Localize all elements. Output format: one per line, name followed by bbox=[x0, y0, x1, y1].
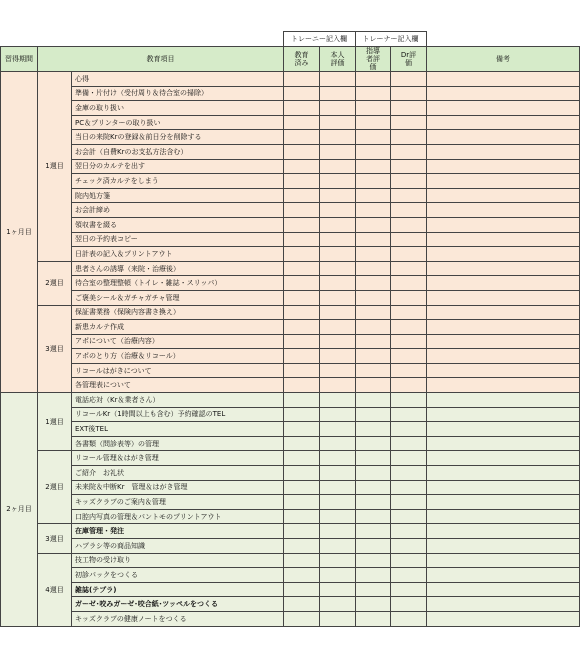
trainer-entry-group: トレーナー記入欄 bbox=[355, 32, 426, 47]
table-row bbox=[1, 524, 580, 539]
table-row bbox=[1, 363, 580, 378]
instructor-eval-cell[interactable] bbox=[356, 144, 391, 159]
remarks-cell[interactable] bbox=[427, 422, 580, 437]
header-spacer bbox=[0, 32, 283, 47]
dr-eval-cell[interactable] bbox=[391, 334, 427, 349]
col-header-dr-eval bbox=[391, 47, 427, 72]
self-eval-cell[interactable] bbox=[320, 524, 356, 539]
remarks-cell[interactable] bbox=[427, 363, 580, 378]
table-row bbox=[1, 101, 580, 116]
remarks-cell[interactable] bbox=[427, 597, 580, 612]
education-item: チェック済カルテをしまう bbox=[72, 174, 284, 189]
education-item: 準備・片付け（受付周り＆待合室の掃除） bbox=[72, 86, 284, 101]
col-header-period: 習得期間 bbox=[1, 47, 38, 72]
table-row bbox=[1, 407, 580, 422]
education-item: 保証書業務（保険内容書き換え） bbox=[72, 305, 284, 320]
edu-done-cell[interactable] bbox=[284, 466, 320, 481]
education-item: 患者さんの誘導（来院・治療後） bbox=[72, 261, 284, 276]
remarks-cell[interactable] bbox=[427, 203, 580, 218]
remarks-cell[interactable] bbox=[427, 524, 580, 539]
table-row bbox=[1, 86, 580, 101]
remarks-cell[interactable] bbox=[427, 349, 580, 364]
table-row bbox=[1, 597, 580, 612]
self-eval-cell[interactable] bbox=[320, 217, 356, 232]
remarks-cell[interactable] bbox=[427, 320, 580, 335]
education-item: 日計表の記入＆プリントアウト bbox=[72, 247, 284, 262]
remarks-cell[interactable] bbox=[427, 553, 580, 568]
week-cell: 2週目 bbox=[38, 261, 72, 305]
col-header-edu-done bbox=[284, 47, 320, 72]
week-cell: 3週目 bbox=[38, 305, 72, 393]
dr-eval-cell[interactable] bbox=[391, 422, 427, 437]
edu-done-cell[interactable] bbox=[284, 290, 320, 305]
education-item: リコールKr（1時間以上も含む）予約確認のTEL bbox=[72, 407, 284, 422]
instructor-eval-cell[interactable] bbox=[356, 305, 391, 320]
edu-done-cell[interactable] bbox=[284, 451, 320, 466]
education-item: お会計（自費Krのお支払方法含む） bbox=[72, 144, 284, 159]
dr-eval-cell[interactable] bbox=[391, 144, 427, 159]
education-item: 心得 bbox=[72, 72, 284, 87]
dr-eval-cell[interactable] bbox=[391, 378, 427, 393]
instructor-eval-cell[interactable] bbox=[356, 86, 391, 101]
remarks-cell[interactable] bbox=[427, 86, 580, 101]
table-row bbox=[1, 495, 580, 510]
instructor-eval-cell[interactable] bbox=[356, 436, 391, 451]
table-row bbox=[1, 334, 580, 349]
table-row bbox=[1, 188, 580, 203]
edu-done-cell[interactable] bbox=[284, 539, 320, 554]
instructor-eval-cell[interactable] bbox=[356, 597, 391, 612]
edu-done-cell[interactable] bbox=[284, 188, 320, 203]
instructor-eval-cell[interactable] bbox=[356, 422, 391, 437]
remarks-cell[interactable] bbox=[427, 188, 580, 203]
instructor-eval-cell[interactable] bbox=[356, 130, 391, 145]
instructor-eval-cell[interactable] bbox=[356, 232, 391, 247]
education-item: リコールはがきについて bbox=[72, 363, 284, 378]
col-header-edu-done-text: 教育済み bbox=[294, 51, 309, 67]
remarks-cell[interactable] bbox=[427, 509, 580, 524]
self-eval-cell[interactable] bbox=[320, 539, 356, 554]
self-eval-cell[interactable] bbox=[320, 436, 356, 451]
dr-eval-cell[interactable] bbox=[391, 436, 427, 451]
instructor-eval-cell[interactable] bbox=[356, 101, 391, 116]
self-eval-cell[interactable] bbox=[320, 290, 356, 305]
dr-eval-cell[interactable] bbox=[391, 393, 427, 408]
self-eval-cell[interactable] bbox=[320, 247, 356, 262]
remarks-cell[interactable] bbox=[427, 261, 580, 276]
table-row bbox=[1, 203, 580, 218]
self-eval-cell[interactable] bbox=[320, 495, 356, 510]
instructor-eval-cell[interactable] bbox=[356, 188, 391, 203]
self-eval-cell[interactable] bbox=[320, 349, 356, 364]
self-eval-cell[interactable] bbox=[320, 320, 356, 335]
instructor-eval-cell[interactable] bbox=[356, 539, 391, 554]
self-eval-cell[interactable] bbox=[320, 480, 356, 495]
instructor-eval-cell[interactable] bbox=[356, 334, 391, 349]
dr-eval-cell[interactable] bbox=[391, 363, 427, 378]
self-eval-cell[interactable] bbox=[320, 115, 356, 130]
remarks-cell[interactable] bbox=[427, 130, 580, 145]
education-item: 金庫の取り扱い bbox=[72, 101, 284, 116]
remarks-cell[interactable] bbox=[427, 393, 580, 408]
education-item: ご紹介 お礼状 bbox=[72, 466, 284, 481]
education-item: キッズクラブのご案内＆管理 bbox=[72, 495, 284, 510]
table-row bbox=[1, 159, 580, 174]
self-eval-cell[interactable] bbox=[320, 144, 356, 159]
col-header-self-eval-text: 本人評価 bbox=[330, 51, 345, 67]
dr-eval-cell[interactable] bbox=[391, 115, 427, 130]
table-row bbox=[1, 582, 580, 597]
edu-done-cell[interactable] bbox=[284, 363, 320, 378]
remarks-cell[interactable] bbox=[427, 276, 580, 291]
education-item: 待合室の整理整頓（トイレ・雑誌・スリッパ） bbox=[72, 276, 284, 291]
dr-eval-cell[interactable] bbox=[391, 553, 427, 568]
dr-eval-cell[interactable] bbox=[391, 349, 427, 364]
education-item: 院内処方箋 bbox=[72, 188, 284, 203]
education-item: 当日の来院Krの登録＆前日分を削除する bbox=[72, 130, 284, 145]
dr-eval-cell[interactable] bbox=[391, 305, 427, 320]
education-item: リコール管理＆はがき管理 bbox=[72, 451, 284, 466]
dr-eval-cell[interactable] bbox=[391, 509, 427, 524]
instructor-eval-cell[interactable] bbox=[356, 72, 391, 87]
dr-eval-cell[interactable] bbox=[391, 597, 427, 612]
education-item: ハブラシ等の商品知識 bbox=[72, 539, 284, 554]
dr-eval-cell[interactable] bbox=[391, 451, 427, 466]
dr-eval-cell[interactable] bbox=[391, 480, 427, 495]
edu-done-cell[interactable] bbox=[284, 217, 320, 232]
month-cell: 1ヶ月目 bbox=[1, 72, 38, 393]
table-row bbox=[1, 393, 580, 408]
remarks-cell[interactable] bbox=[427, 290, 580, 305]
instructor-eval-cell[interactable] bbox=[356, 159, 391, 174]
education-item: 翌日の予約表コピー bbox=[72, 232, 284, 247]
schedule-body bbox=[1, 72, 580, 627]
self-eval-cell[interactable] bbox=[320, 611, 356, 626]
week-cell: 2週目 bbox=[38, 451, 72, 524]
dr-eval-cell[interactable] bbox=[391, 101, 427, 116]
education-item: 新患カルテ作成 bbox=[72, 320, 284, 335]
remarks-cell[interactable] bbox=[427, 101, 580, 116]
self-eval-cell[interactable] bbox=[320, 393, 356, 408]
remarks-cell[interactable] bbox=[427, 568, 580, 583]
month-cell: 2ヶ月目 bbox=[1, 393, 38, 627]
education-item: 電話応対（Kr＆業者さん） bbox=[72, 393, 284, 408]
edu-done-cell[interactable] bbox=[284, 436, 320, 451]
table-row bbox=[1, 174, 580, 189]
header-spacer-right bbox=[426, 32, 580, 47]
table-row bbox=[1, 349, 580, 364]
instructor-eval-cell[interactable] bbox=[356, 407, 391, 422]
remarks-cell[interactable] bbox=[427, 407, 580, 422]
table-row bbox=[1, 611, 580, 626]
table-row bbox=[1, 539, 580, 554]
edu-done-cell[interactable] bbox=[284, 130, 320, 145]
instructor-eval-cell[interactable] bbox=[356, 480, 391, 495]
education-item: 初診パックをつくる bbox=[72, 568, 284, 583]
col-header-instructor-eval-text: 指導者評価 bbox=[366, 47, 380, 71]
col-header-dr-eval-text: Dr評価 bbox=[400, 51, 417, 67]
week-cell: 1週目 bbox=[38, 72, 72, 262]
edu-done-cell[interactable] bbox=[284, 247, 320, 262]
edu-done-cell[interactable] bbox=[284, 393, 320, 408]
dr-eval-cell[interactable] bbox=[391, 130, 427, 145]
instructor-eval-cell[interactable] bbox=[356, 217, 391, 232]
education-item: アポのとり方（治療＆リコール） bbox=[72, 349, 284, 364]
dr-eval-cell[interactable] bbox=[391, 611, 427, 626]
dr-eval-cell[interactable] bbox=[391, 174, 427, 189]
edu-done-cell[interactable] bbox=[284, 72, 320, 87]
table-row bbox=[1, 144, 580, 159]
self-eval-cell[interactable] bbox=[320, 86, 356, 101]
remarks-cell[interactable] bbox=[427, 582, 580, 597]
remarks-cell[interactable] bbox=[427, 334, 580, 349]
remarks-cell[interactable] bbox=[427, 174, 580, 189]
table-row bbox=[1, 509, 580, 524]
self-eval-cell[interactable] bbox=[320, 305, 356, 320]
dr-eval-cell[interactable] bbox=[391, 290, 427, 305]
self-eval-cell[interactable] bbox=[320, 334, 356, 349]
edu-done-cell[interactable] bbox=[284, 115, 320, 130]
self-eval-cell[interactable] bbox=[320, 188, 356, 203]
self-eval-cell[interactable] bbox=[320, 582, 356, 597]
education-item: お会計締め bbox=[72, 203, 284, 218]
table-row bbox=[1, 451, 580, 466]
table-row bbox=[1, 436, 580, 451]
self-eval-cell[interactable] bbox=[320, 232, 356, 247]
remarks-cell[interactable] bbox=[427, 115, 580, 130]
remarks-cell[interactable] bbox=[427, 144, 580, 159]
table-row bbox=[1, 247, 580, 262]
instructor-eval-cell[interactable] bbox=[356, 466, 391, 481]
remarks-cell[interactable] bbox=[427, 232, 580, 247]
remarks-cell[interactable] bbox=[427, 436, 580, 451]
dr-eval-cell[interactable] bbox=[391, 539, 427, 554]
table-row bbox=[1, 466, 580, 481]
education-item: 未来院＆中断Kr 管理＆はがき管理 bbox=[72, 480, 284, 495]
table-row bbox=[1, 276, 580, 291]
dr-eval-cell[interactable] bbox=[391, 159, 427, 174]
schedule-table bbox=[0, 46, 580, 627]
instructor-eval-cell[interactable] bbox=[356, 349, 391, 364]
self-eval-cell[interactable] bbox=[320, 509, 356, 524]
education-item: 在庫管理・発注 bbox=[72, 524, 284, 539]
self-eval-cell[interactable] bbox=[320, 174, 356, 189]
instructor-eval-cell[interactable] bbox=[356, 509, 391, 524]
edu-done-cell[interactable] bbox=[284, 480, 320, 495]
table-row bbox=[1, 261, 580, 276]
self-eval-cell[interactable] bbox=[320, 203, 356, 218]
education-item: ご褒美シール＆ガチャガチャ管理 bbox=[72, 290, 284, 305]
remarks-cell[interactable] bbox=[427, 466, 580, 481]
dr-eval-cell[interactable] bbox=[391, 276, 427, 291]
education-item: 翌日分のカルテを出す bbox=[72, 159, 284, 174]
self-eval-cell[interactable] bbox=[320, 101, 356, 116]
table-row bbox=[1, 378, 580, 393]
instructor-eval-cell[interactable] bbox=[356, 611, 391, 626]
edu-done-cell[interactable] bbox=[284, 349, 320, 364]
remarks-cell[interactable] bbox=[427, 495, 580, 510]
instructor-eval-cell[interactable] bbox=[356, 363, 391, 378]
education-item: キッズクラブの健康ノートをつくる bbox=[72, 611, 284, 626]
instructor-eval-cell[interactable] bbox=[356, 290, 391, 305]
instructor-eval-cell[interactable] bbox=[356, 524, 391, 539]
edu-done-cell[interactable] bbox=[284, 159, 320, 174]
dr-eval-cell[interactable] bbox=[391, 407, 427, 422]
education-item: ガーゼ･咬みガーゼ･咬合紙･ツッペルをつくる bbox=[72, 597, 284, 612]
dr-eval-cell[interactable] bbox=[391, 495, 427, 510]
week-cell: 3週目 bbox=[38, 524, 72, 553]
education-item: 領収書を綴る bbox=[72, 217, 284, 232]
instructor-eval-cell[interactable] bbox=[356, 378, 391, 393]
remarks-cell[interactable] bbox=[427, 247, 580, 262]
table-row bbox=[1, 422, 580, 437]
edu-done-cell[interactable] bbox=[284, 495, 320, 510]
dr-eval-cell[interactable] bbox=[391, 188, 427, 203]
remarks-cell[interactable] bbox=[427, 378, 580, 393]
table-row bbox=[1, 290, 580, 305]
remarks-cell[interactable] bbox=[427, 72, 580, 87]
edu-done-cell[interactable] bbox=[284, 509, 320, 524]
education-item: PC＆プリンターの取り扱い bbox=[72, 115, 284, 130]
self-eval-cell[interactable] bbox=[320, 466, 356, 481]
instructor-eval-cell[interactable] bbox=[356, 393, 391, 408]
table-row bbox=[1, 320, 580, 335]
entry-group-header bbox=[0, 31, 580, 47]
dr-eval-cell[interactable] bbox=[391, 217, 427, 232]
edu-done-cell[interactable] bbox=[284, 174, 320, 189]
edu-done-cell[interactable] bbox=[284, 568, 320, 583]
edu-done-cell[interactable] bbox=[284, 334, 320, 349]
edu-done-cell[interactable] bbox=[284, 261, 320, 276]
table-row bbox=[1, 480, 580, 495]
edu-done-cell[interactable] bbox=[284, 305, 320, 320]
self-eval-cell[interactable] bbox=[320, 422, 356, 437]
remarks-cell[interactable] bbox=[427, 539, 580, 554]
edu-done-cell[interactable] bbox=[284, 422, 320, 437]
instructor-eval-cell[interactable] bbox=[356, 568, 391, 583]
self-eval-cell[interactable] bbox=[320, 451, 356, 466]
self-eval-cell[interactable] bbox=[320, 159, 356, 174]
edu-done-cell[interactable] bbox=[284, 232, 320, 247]
edu-done-cell[interactable] bbox=[284, 553, 320, 568]
instructor-eval-cell[interactable] bbox=[356, 320, 391, 335]
trainee-entry-group: トレーニー記入欄 bbox=[283, 32, 355, 47]
education-item: 技工物の受け取り bbox=[72, 553, 284, 568]
education-item: 各書類（問診表等）の管理 bbox=[72, 436, 284, 451]
education-item: アポについて（治療内容） bbox=[72, 334, 284, 349]
col-header-item: 教育項目 bbox=[38, 47, 284, 72]
education-item: EXT後TEL bbox=[72, 422, 284, 437]
self-eval-cell[interactable] bbox=[320, 407, 356, 422]
table-row bbox=[1, 130, 580, 145]
instructor-eval-cell[interactable] bbox=[356, 276, 391, 291]
remarks-cell[interactable] bbox=[427, 305, 580, 320]
instructor-eval-cell[interactable] bbox=[356, 553, 391, 568]
instructor-eval-cell[interactable] bbox=[356, 247, 391, 262]
remarks-cell[interactable] bbox=[427, 451, 580, 466]
instructor-eval-cell[interactable] bbox=[356, 174, 391, 189]
week-cell: 4週目 bbox=[38, 553, 72, 626]
dr-eval-cell[interactable] bbox=[391, 72, 427, 87]
remarks-cell[interactable] bbox=[427, 217, 580, 232]
edu-done-cell[interactable] bbox=[284, 101, 320, 116]
instructor-eval-cell[interactable] bbox=[356, 261, 391, 276]
table-row bbox=[1, 568, 580, 583]
edu-done-cell[interactable] bbox=[284, 203, 320, 218]
table-row bbox=[1, 72, 580, 87]
dr-eval-cell[interactable] bbox=[391, 524, 427, 539]
self-eval-cell[interactable] bbox=[320, 363, 356, 378]
education-item: 各管理表について bbox=[72, 378, 284, 393]
edu-done-cell[interactable] bbox=[284, 144, 320, 159]
education-item: 雑誌(テプラ) bbox=[72, 582, 284, 597]
table-row bbox=[1, 232, 580, 247]
dr-eval-cell[interactable] bbox=[391, 203, 427, 218]
dr-eval-cell[interactable] bbox=[391, 86, 427, 101]
edu-done-cell[interactable] bbox=[284, 276, 320, 291]
instructor-eval-cell[interactable] bbox=[356, 203, 391, 218]
self-eval-cell[interactable] bbox=[320, 378, 356, 393]
edu-done-cell[interactable] bbox=[284, 597, 320, 612]
instructor-eval-cell[interactable] bbox=[356, 582, 391, 597]
instructor-eval-cell[interactable] bbox=[356, 451, 391, 466]
self-eval-cell[interactable] bbox=[320, 261, 356, 276]
edu-done-cell[interactable] bbox=[284, 320, 320, 335]
edu-done-cell[interactable] bbox=[284, 407, 320, 422]
col-header-instructor-eval bbox=[356, 47, 391, 72]
week-cell: 1週目 bbox=[38, 393, 72, 451]
remarks-cell[interactable] bbox=[427, 611, 580, 626]
self-eval-cell[interactable] bbox=[320, 597, 356, 612]
self-eval-cell[interactable] bbox=[320, 568, 356, 583]
self-eval-cell[interactable] bbox=[320, 553, 356, 568]
table-row bbox=[1, 115, 580, 130]
table-row bbox=[1, 217, 580, 232]
instructor-eval-cell[interactable] bbox=[356, 495, 391, 510]
edu-done-cell[interactable] bbox=[284, 524, 320, 539]
remarks-cell[interactable] bbox=[427, 159, 580, 174]
instructor-eval-cell[interactable] bbox=[356, 115, 391, 130]
dr-eval-cell[interactable] bbox=[391, 582, 427, 597]
edu-done-cell[interactable] bbox=[284, 378, 320, 393]
table-row bbox=[1, 553, 580, 568]
col-header-remarks: 備考 bbox=[427, 47, 580, 72]
table-row bbox=[1, 305, 580, 320]
dr-eval-cell[interactable] bbox=[391, 466, 427, 481]
dr-eval-cell[interactable] bbox=[391, 247, 427, 262]
remarks-cell[interactable] bbox=[427, 480, 580, 495]
edu-done-cell[interactable] bbox=[284, 86, 320, 101]
col-header-self-eval bbox=[320, 47, 356, 72]
self-eval-cell[interactable] bbox=[320, 276, 356, 291]
dr-eval-cell[interactable] bbox=[391, 568, 427, 583]
education-item: 口腔内写真の管理＆パントモのプリントアウト bbox=[72, 509, 284, 524]
dr-eval-cell[interactable] bbox=[391, 232, 427, 247]
self-eval-cell[interactable] bbox=[320, 130, 356, 145]
self-eval-cell[interactable] bbox=[320, 72, 356, 87]
dr-eval-cell[interactable] bbox=[391, 320, 427, 335]
edu-done-cell[interactable] bbox=[284, 582, 320, 597]
dr-eval-cell[interactable] bbox=[391, 261, 427, 276]
edu-done-cell[interactable] bbox=[284, 611, 320, 626]
